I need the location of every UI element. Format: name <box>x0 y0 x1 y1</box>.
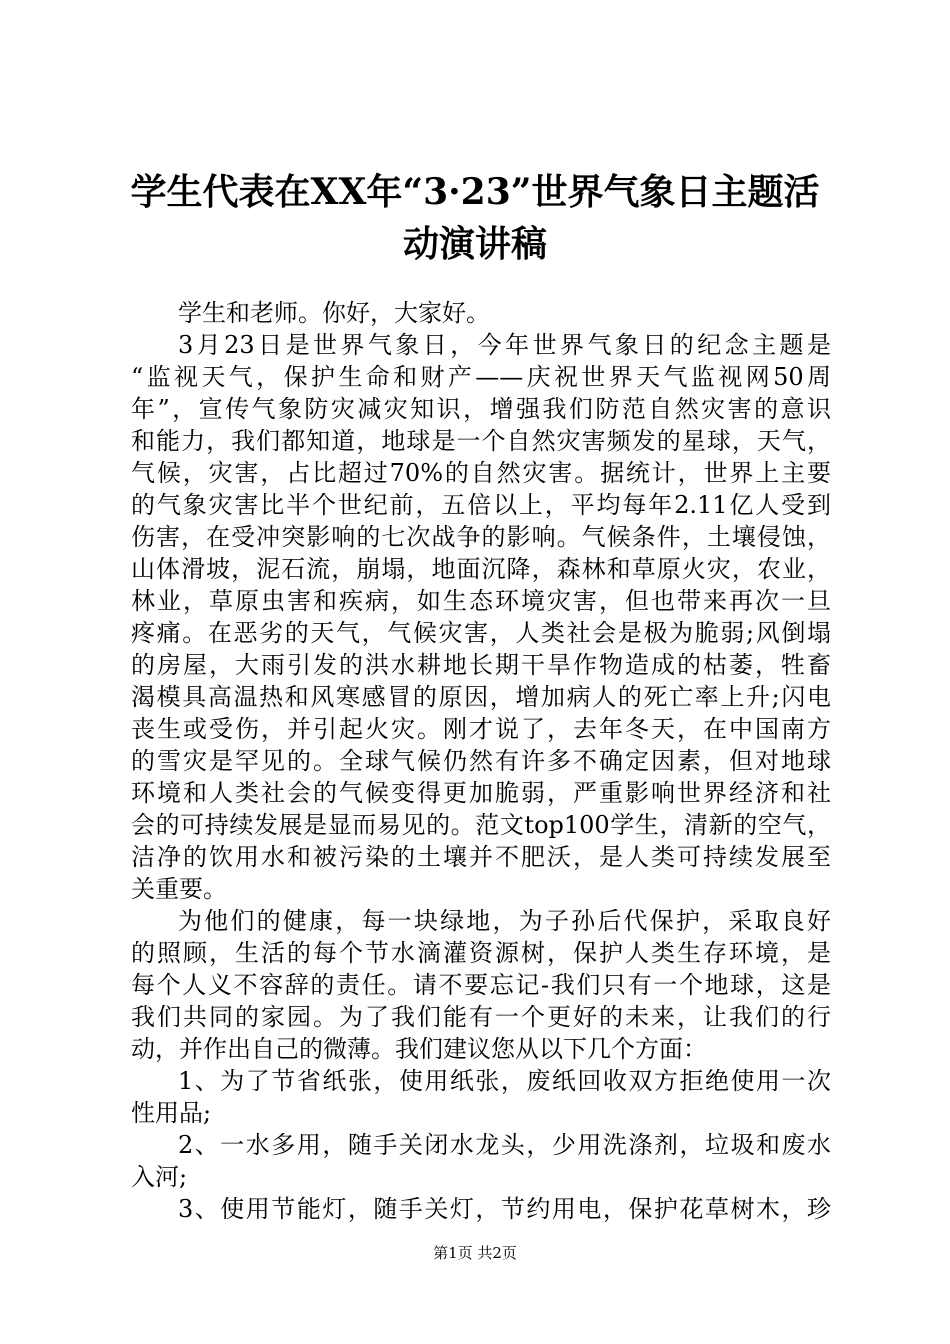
body-line: 我们共同的家园。为了我们能有一个更好的未来，让我们的行 <box>131 1003 831 1031</box>
page-footer: 第1页 共2页 <box>433 1244 517 1262</box>
body-line: 的雪灾是罕见的。全球气候仍然有许多不确定因素，但对地球 <box>131 747 831 775</box>
body-line: 3月23日是世界气象日，今年世界气象日的纪念主题是 <box>178 331 831 359</box>
body-line: 3、使用节能灯，随手关灯，节约用电，保护花草树木，珍 <box>178 1195 831 1223</box>
body-line: 2、一水多用，随手关闭水龙头，少用洗涤剂，垃圾和废水 <box>178 1131 831 1159</box>
body-line: 年”，宣传气象防灾减灾知识，增强我们防范自然灾害的意识 <box>131 395 831 423</box>
body-line: 环境和人类社会的气候变得更加脆弱，严重影响世界经济和社 <box>131 779 831 807</box>
body-line: 山体滑坡，泥石流，崩塌，地面沉降，森林和草原火灾，农业， <box>131 555 831 583</box>
body-line: 渴模具高温热和风寒感冒的原因，增加病人的死亡率上升;闪电 <box>131 683 831 711</box>
body-line: 会的可持续发展是显而易见的。范文top100学生，清新的空气， <box>131 811 831 839</box>
body-line: 动，并作出自己的微薄。我们建议您从以下几个方面： <box>131 1035 707 1063</box>
body-line: 每个人义不容辞的责任。请不要忘记-我们只有一个地球，这是 <box>131 971 831 999</box>
body-line: 林业，草原虫害和疾病，如生态环境灾害，但也带来再次一旦 <box>131 587 831 615</box>
body-line: 疼痛。在恶劣的天气，气候灾害，人类社会是极为脆弱;风倒塌 <box>131 619 831 647</box>
body-line: 1、为了节省纸张，使用纸张，废纸回收双方拒绝使用一次 <box>178 1067 831 1095</box>
body-line: 关重要。 <box>131 875 227 903</box>
body-line: 和能力，我们都知道，地球是一个自然灾害频发的星球，天气， <box>131 427 831 455</box>
body-line: 丧生或受伤，并引起火灾。刚才说了，去年冬天，在中国南方 <box>131 715 831 743</box>
document-title-line-1: 学生代表在XX年“3·23”世界气象日主题活 <box>130 171 820 213</box>
body-line: 洁净的饮用水和被污染的土壤并不肥沃，是人类可持续发展至 <box>131 843 831 871</box>
body-line: 为他们的健康，每一块绿地，为子孙后代保护，采取良好 <box>178 907 831 935</box>
body-line: 学生和老师。你好，大家好。 <box>178 299 490 327</box>
document-title-line-2: 动演讲稿 <box>402 223 547 265</box>
body-line: 的房屋，大雨引发的洪水耕地长期干旱作物造成的枯萎，牲畜 <box>131 651 831 679</box>
body-line: “监视天气，保护生命和财产——庆祝世界天气监视网50周 <box>131 363 831 391</box>
document-body <box>131 297 831 1225</box>
body-line: 伤害，在受冲突影响的七次战争的影响。气候条件，土壤侵蚀， <box>131 523 831 551</box>
body-line: 性用品; <box>131 1099 212 1127</box>
body-line: 气候，灾害，占比超过70%的自然灾害。据统计，世界上主要 <box>131 459 831 487</box>
body-line: 的照顾，生活的每个节水滴灌资源树，保护人类生存环境，是 <box>131 939 831 967</box>
body-line: 的气象灾害比半个世纪前，五倍以上，平均每年2.11亿人受到 <box>131 491 831 519</box>
body-line: 入河; <box>131 1163 188 1191</box>
